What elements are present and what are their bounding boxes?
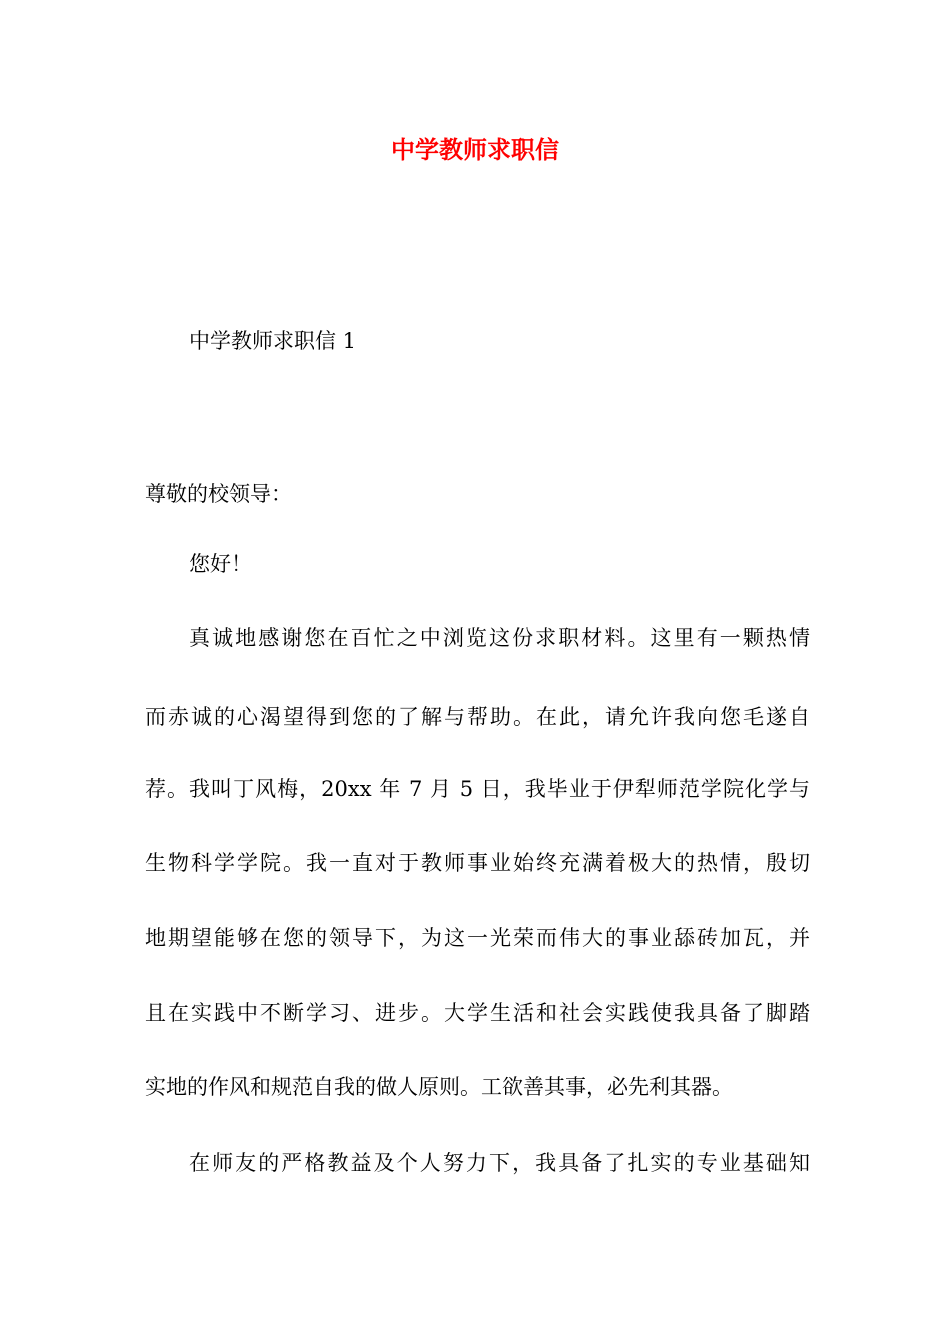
- body-line: 实地的作风和规范自我的做人原则。工欲善其事，必先利其器。: [145, 1075, 733, 1099]
- body-line: 且在实践中不断学习、进步。大学生活和社会实践使我具备了脚踏: [145, 1001, 810, 1025]
- body-line: 生物科学学院。我一直对于教师事业始终充满着极大的热情，殷切: [145, 851, 810, 875]
- body-line: 真诚地感谢您在百忙之中浏览这份求职材料。这里有一颗热情: [189, 626, 810, 650]
- body-line: 而赤诚的心渴望得到您的了解与帮助。在此，请允许我向您毛遂自: [145, 705, 810, 729]
- salutation: 尊敬的校领导：: [145, 482, 292, 506]
- body-line: 地期望能够在您的领导下，为这一光荣而伟大的事业舔砖加瓦，并: [145, 926, 810, 950]
- document-title: 中学教师求职信: [391, 135, 559, 164]
- body-line: 荐。我叫丁风梅，20xx 年 7 月 5 日，我毕业于伊犁师范学院化学与: [145, 777, 810, 801]
- greeting: 您好！: [189, 552, 252, 576]
- body-line: 在师友的严格教益及个人努力下，我具备了扎实的专业基础知: [189, 1151, 810, 1175]
- letter-subtitle: 中学教师求职信 1: [189, 329, 357, 353]
